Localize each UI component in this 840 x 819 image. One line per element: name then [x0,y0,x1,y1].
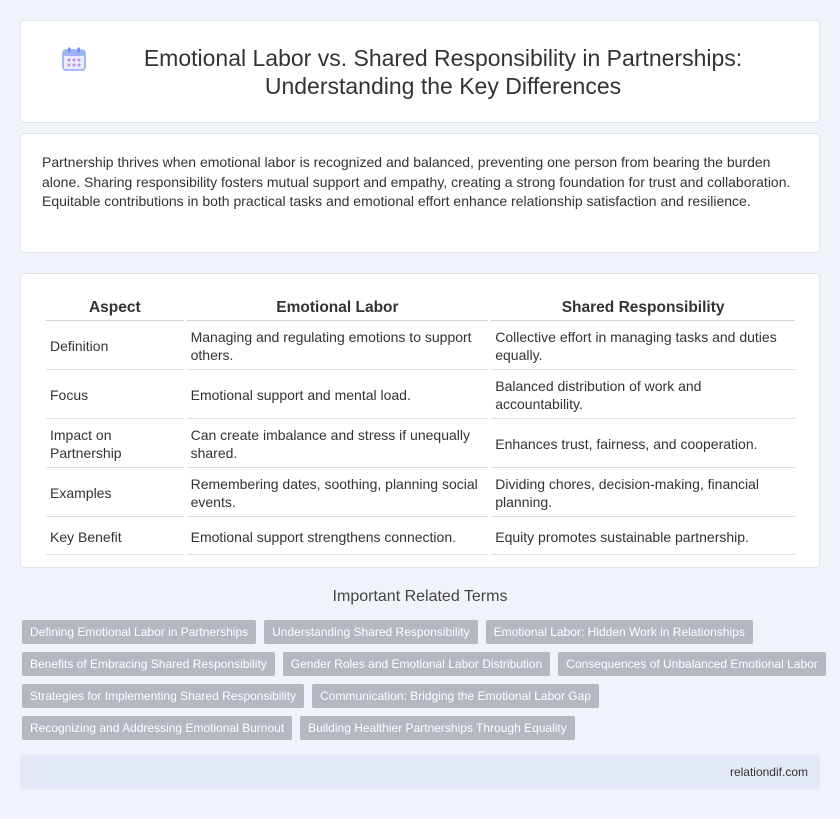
comparison-table [43,294,798,557]
column-header-emotional-labor: Emotional Labor [187,296,489,321]
table-row [46,519,795,555]
related-term-tag[interactable]: Building Healthier Partnerships Through Equality [300,716,575,740]
table-cell: Balanced distribution of work and accountability. [491,372,795,419]
intro-card [20,133,820,253]
footer [20,755,820,789]
table-cell: Can create imbalance and stress if unequally shared. [187,421,489,468]
tag-row [22,652,822,676]
related-terms-heading: Important Related Terms [332,588,508,605]
related-term-tag[interactable]: Consequences of Unbalanced Emotional Labor [558,652,826,676]
table-cell: Examples [46,470,184,517]
related-term-tag[interactable]: Recognizing and Addressing Emotional Burnout [22,716,292,740]
comparison-card [20,273,820,568]
table-header-row [46,296,795,321]
related-term-tag[interactable]: Gender Roles and Emotional Labor Distribution [283,652,550,676]
intro-paragraph: Partnership thrives when emotional labor is recognized and balanced, preventing one person from bearing the burden alone. Sharing responsibility fosters mutual support and empathy, creating a strong foundation for trust and collaboration. Equitable contributions in both practical tasks and emotional effort enhance relationship satisfaction and resilience. [42,154,791,209]
related-term-tag[interactable]: Understanding Shared Responsibility [264,620,477,644]
title-card [20,20,820,123]
table-row [46,372,795,419]
related-term-tag[interactable]: Emotional Labor: Hidden Work in Relationships [486,620,753,644]
table-row [46,323,795,370]
table-cell: Impact on Partnership [46,421,184,468]
table-cell: Equity promotes sustainable partnership. [491,519,795,555]
table-cell: Dividing chores, decision-making, financial planning. [491,470,795,517]
table-cell: Collective effort in managing tasks and duties equally. [491,323,795,370]
related-term-tag[interactable]: Strategies for Implementing Shared Responsibility [22,684,304,708]
table-cell: Focus [46,372,184,419]
table-row [46,470,795,517]
calendar-icon [61,46,87,72]
related-term-tag[interactable]: Defining Emotional Labor in Partnerships [22,620,256,644]
tag-row [22,620,822,644]
table-cell: Emotional support strengthens connection. [187,519,489,555]
tag-row [22,684,822,708]
related-term-tag[interactable]: Communication: Bridging the Emotional Labor Gap [312,684,599,708]
table-cell: Managing and regulating emotions to support others. [187,323,489,370]
column-header-aspect: Aspect [46,296,184,321]
table-cell: Definition [46,323,184,370]
table-row [46,421,795,468]
related-terms-list [22,620,822,748]
table-cell: Remembering dates, soothing, planning social events. [187,470,489,517]
related-term-tag[interactable]: Benefits of Embracing Shared Responsibility [22,652,275,676]
footer-site-link[interactable]: relationdif.com [729,765,808,779]
table-cell: Key Benefit [46,519,184,555]
table-cell: Emotional support and mental load. [187,372,489,419]
column-header-shared-responsibility: Shared Responsibility [491,296,795,321]
title-wrap [21,21,819,122]
tag-row [22,716,822,740]
page-title: Emotional Labor vs. Shared Responsibility in Partnerships: Understanding the Key Differences [143,44,743,99]
table-cell: Enhances trust, fairness, and cooperation. [491,421,795,468]
